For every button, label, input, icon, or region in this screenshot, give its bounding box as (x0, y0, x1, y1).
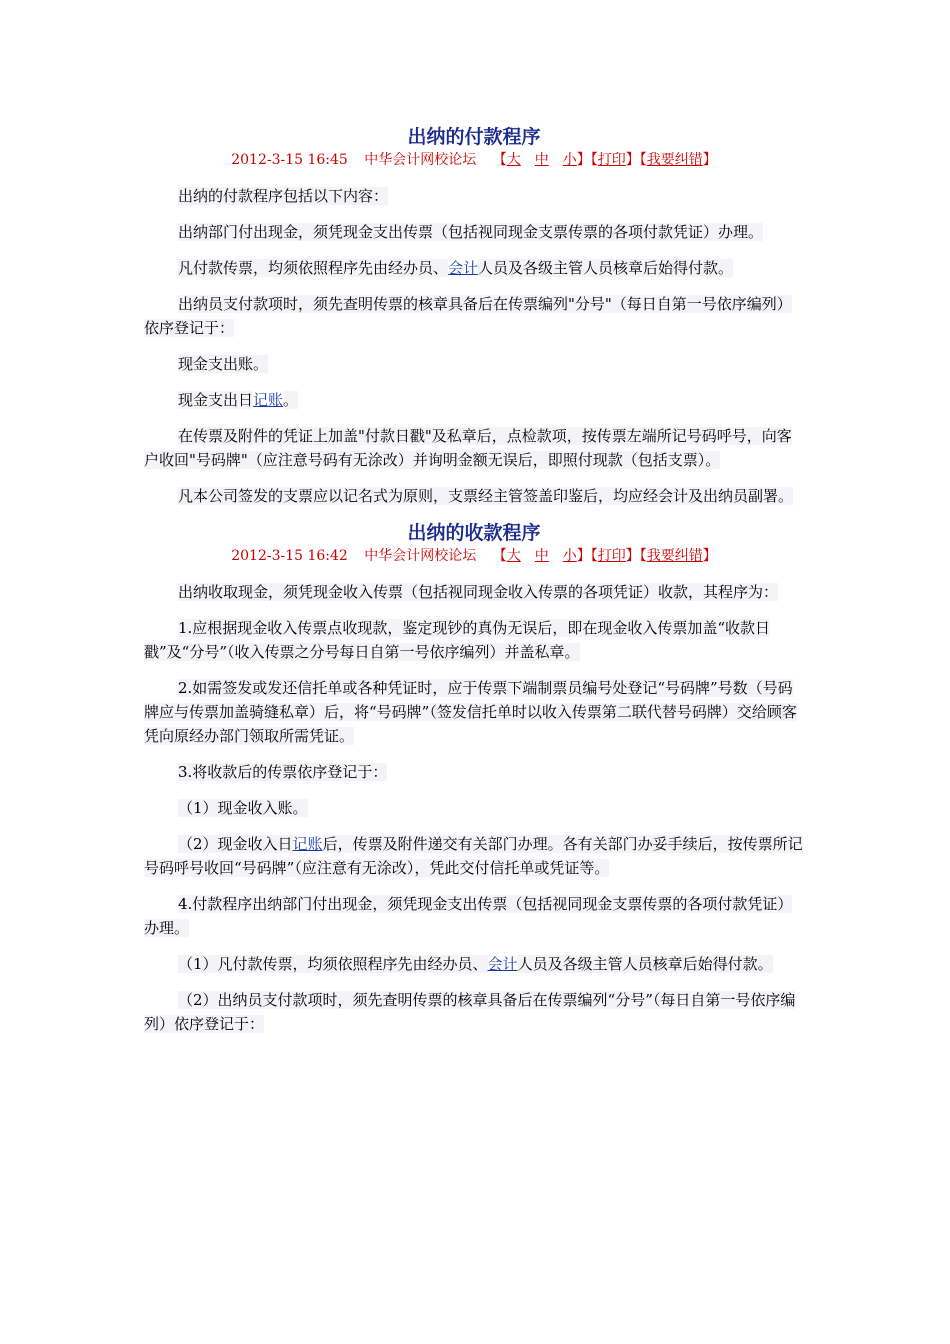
article-title: 出纳的付款程序 (407, 126, 541, 148)
font-size-small-link[interactable]: 小 (562, 152, 577, 168)
article-source: 中华会计网校论坛 (364, 548, 477, 564)
paragraph: 现金支出账。 (178, 355, 269, 373)
article-date: 2012-3-15 16:45 (231, 152, 348, 168)
document-page (144, 124, 804, 1048)
bookkeeping-link[interactable]: 记账 (292, 835, 323, 853)
paragraph: 出纳部门付出现金，须凭现金支出传票（包括视同现金支票传票的各项付款凭证）办理。 (178, 223, 764, 241)
font-size-medium-link[interactable]: 中 (534, 152, 549, 168)
bookkeeping-link[interactable]: 记账 (253, 391, 284, 409)
paragraph: 凡本公司签发的支票应以记名式为原则，支票经主管签盖印鉴后，均应经会计及出纳员副署。 (178, 487, 794, 505)
paragraph: 在传票及附件的凭证上加盖"付款日戳"及私章后，点检款项，按传票左端所记号码呼号，向客户收回"号码牌"（应注意号码有无涂改）并询明金额无误后，即照付现款（包括支票）。 (144, 427, 792, 469)
paragraph: 现金支出日记账。 (178, 391, 299, 409)
paragraph: （1）现金收入账。 (178, 799, 308, 817)
print-link[interactable]: 打印 (597, 152, 626, 168)
paragraph: （2）出纳员支付款项时，须先查明传票的核章具备后在传票编列“分号”（每日自第一号依序编列）依序登记于： (144, 991, 796, 1033)
font-size-medium-link[interactable]: 中 (534, 548, 549, 564)
paragraph: 出纳员支付款项时，须先查明传票的核章具备后在传票编列"分号"（每日自第一号依序编列）依序登记于： (144, 295, 792, 337)
article-section-2 (144, 520, 804, 1036)
paragraph: （2）现金收入日记账后，传票及附件递交有关部门办理。各有关部门办妥手续后，按传票所记号码呼号收回“号码牌”（应注意有无涂改），凭此交付信托单或凭证等。 (144, 835, 803, 877)
report-error-link[interactable]: 我要纠错 (646, 152, 703, 168)
article-meta: 2012-3-15 16:45 中华会计网校论坛 【大 中 小】【打印】【我要纠错】 (231, 152, 717, 168)
report-error-link[interactable]: 我要纠错 (646, 548, 703, 564)
font-size-large-link[interactable]: 大 (506, 548, 521, 564)
font-size-large-link[interactable]: 大 (506, 152, 521, 168)
font-size-small-link[interactable]: 小 (562, 548, 577, 564)
paragraph: 3.将收款后的传票依序登记于： (178, 763, 388, 781)
paragraph: 1.应根据现金收入传票点收现款，鉴定现钞的真伪无误后，即在现金收入传票加盖“收款日戳”及“分号”（收入传票之分号每日自第一号依序编列）并盖私章。 (144, 619, 770, 661)
paragraph: 出纳的付款程序包括以下内容： (178, 187, 389, 205)
paragraph: 出纳收取现金，须凭现金收入传票（包括视同现金收入传票的各项凭证）收款，其程序为： (178, 583, 779, 601)
accounting-link[interactable]: 会计 (487, 955, 518, 973)
paragraph: 凡付款传票，均须依照程序先由经办员、会计人员及各级主管人员核章后始得付款。 (178, 259, 734, 277)
paragraph: （1）凡付款传票，均须依照程序先由经办员、会计人员及各级主管人员核章后始得付款。 (178, 955, 773, 973)
article-meta: 2012-3-15 16:42 中华会计网校论坛 【大 中 小】【打印】【我要纠错】 (231, 548, 717, 564)
paragraph: 4.付款程序出纳部门付出现金，须凭现金支出传票（包括视同现金支票传票的各项付款凭证）办理。 (144, 895, 793, 937)
article-source: 中华会计网校论坛 (364, 152, 477, 168)
article-title: 出纳的收款程序 (407, 522, 541, 544)
accounting-link[interactable]: 会计 (448, 259, 479, 277)
print-link[interactable]: 打印 (597, 548, 626, 564)
article-date: 2012-3-15 16:42 (231, 548, 348, 564)
paragraph: 2.如需签发或发还信托单或各种凭证时，应于传票下端制票员编号处登记“号码牌”号数（号码牌应与传票加盖骑缝私章）后，将“号码牌”（签发信托单时以收入传票第二联代替号码牌）交给顾客凭向原经办部门领取所需凭证。 (144, 679, 797, 745)
